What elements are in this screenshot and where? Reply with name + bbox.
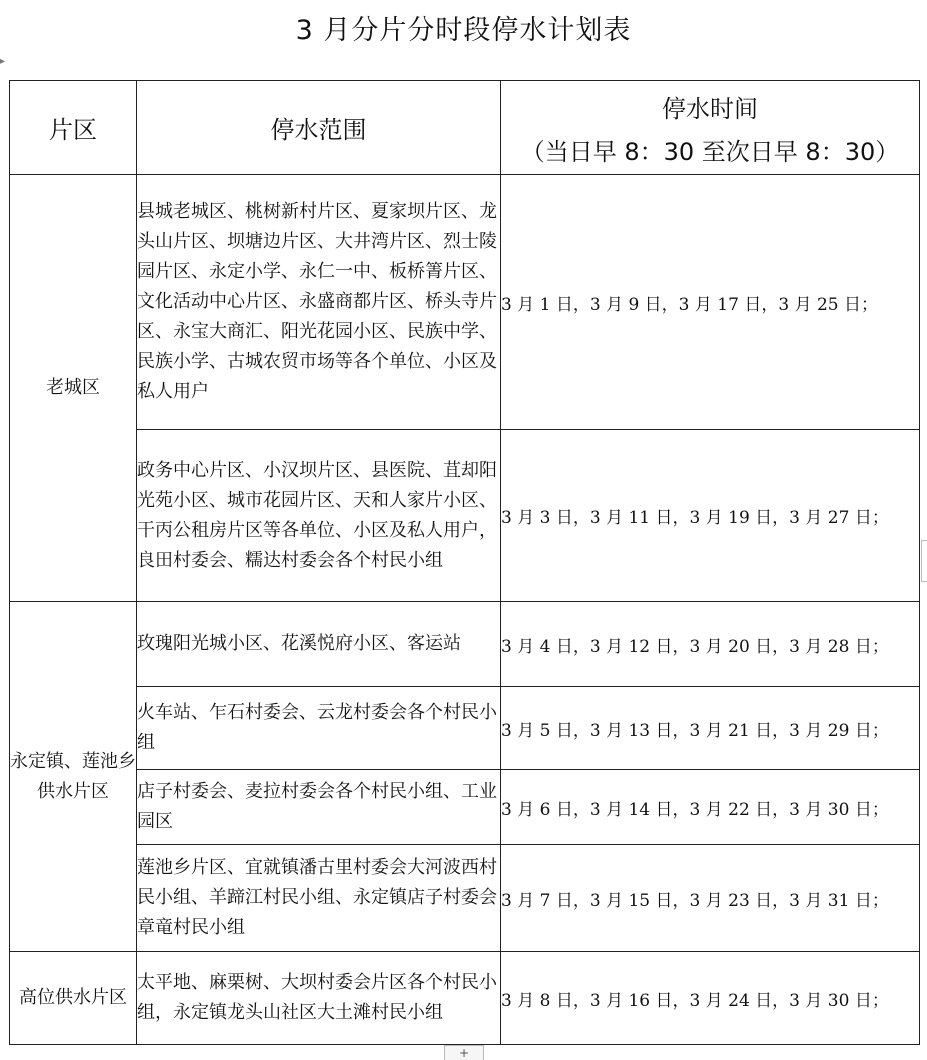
time-cell: 3 月 1 日，3 月 9 日，3 月 17 日，3 月 25 日； — [501, 175, 920, 430]
header-time-title: 停水时间 — [662, 94, 758, 123]
scope-cell: 玫瑰阳光城小区、花溪悦府小区、客运站 — [137, 602, 501, 687]
area-yongding-lianchi: 永定镇、莲池乡供水片区 — [10, 602, 137, 952]
header-time — [501, 81, 920, 175]
scope-cell: 县城老城区、桃树新村片区、夏家坝片区、龙头山片区、坝塘边片区、大井湾片区、烈士陵园片区、永定小学、永仁一中、板桥箐片区、文化活动中心片区、永盛商都片区、桥头寺片区、永宝大商汇、阳光花园小区、民族中学、民族小学、古城农贸市场等各个单位、小区及私人用户 — [137, 175, 501, 430]
page-title: 3 月分片分时段停水计划表 — [295, 15, 632, 46]
table-row — [10, 687, 920, 770]
table-row — [10, 952, 920, 1045]
table-row — [10, 175, 920, 430]
table-row — [10, 770, 920, 845]
table-row — [10, 845, 920, 952]
scope-cell: 店子村委会、麦拉村委会各个村民小组、工业园区 — [137, 770, 501, 845]
header-time-range: （当日早 8：30 至次日早 8：30） — [520, 137, 900, 166]
page-edge-marker — [921, 540, 927, 582]
header-scope: 停水范围 — [137, 81, 501, 175]
table-move-handle-icon[interactable]: ▸ — [0, 56, 6, 67]
time-cell: 3 月 5 日，3 月 13 日，3 月 21 日，3 月 29 日； — [501, 687, 920, 770]
time-cell: 3 月 6 日，3 月 14 日，3 月 22 日，3 月 30 日； — [501, 770, 920, 845]
time-cell: 3 月 3 日，3 月 11 日，3 月 19 日，3 月 27 日； — [501, 430, 920, 602]
scope-cell: 太平地、麻栗树、大坝村委会片区各个村民小组，永定镇龙头山社区大土滩村民小组 — [137, 952, 501, 1045]
table-header-row — [10, 81, 920, 175]
scope-cell: 政务中心片区、小汉坝片区、县医院、苴却阳光苑小区、城市花园片区、天和人家片小区、干丙公租房片区等各单位、小区及私人用户，良田村委会、糯达村委会各个村民小组 — [137, 430, 501, 602]
area-high-level: 高位供水片区 — [10, 952, 137, 1045]
table-row — [10, 430, 920, 602]
scope-cell: 火车站、乍石村委会、云龙村委会各个村民小组 — [137, 687, 501, 770]
area-old-city: 老城区 — [10, 175, 137, 602]
time-cell: 3 月 8 日，3 月 16 日，3 月 24 日，3 月 30 日； — [501, 952, 920, 1045]
scope-cell: 莲池乡片区、宜就镇潘古里村委会大河波西村民小组、羊蹄江村民小组、永定镇店子村委会章竜村民小组 — [137, 845, 501, 952]
outage-schedule-table — [9, 80, 920, 1045]
header-area: 片区 — [10, 81, 137, 175]
time-cell: 3 月 4 日，3 月 12 日，3 月 20 日，3 月 28 日； — [501, 602, 920, 687]
time-cell: 3 月 7 日，3 月 15 日，3 月 23 日，3 月 31 日； — [501, 845, 920, 952]
add-row-button[interactable]: + — [444, 1045, 484, 1060]
table-row — [10, 602, 920, 687]
